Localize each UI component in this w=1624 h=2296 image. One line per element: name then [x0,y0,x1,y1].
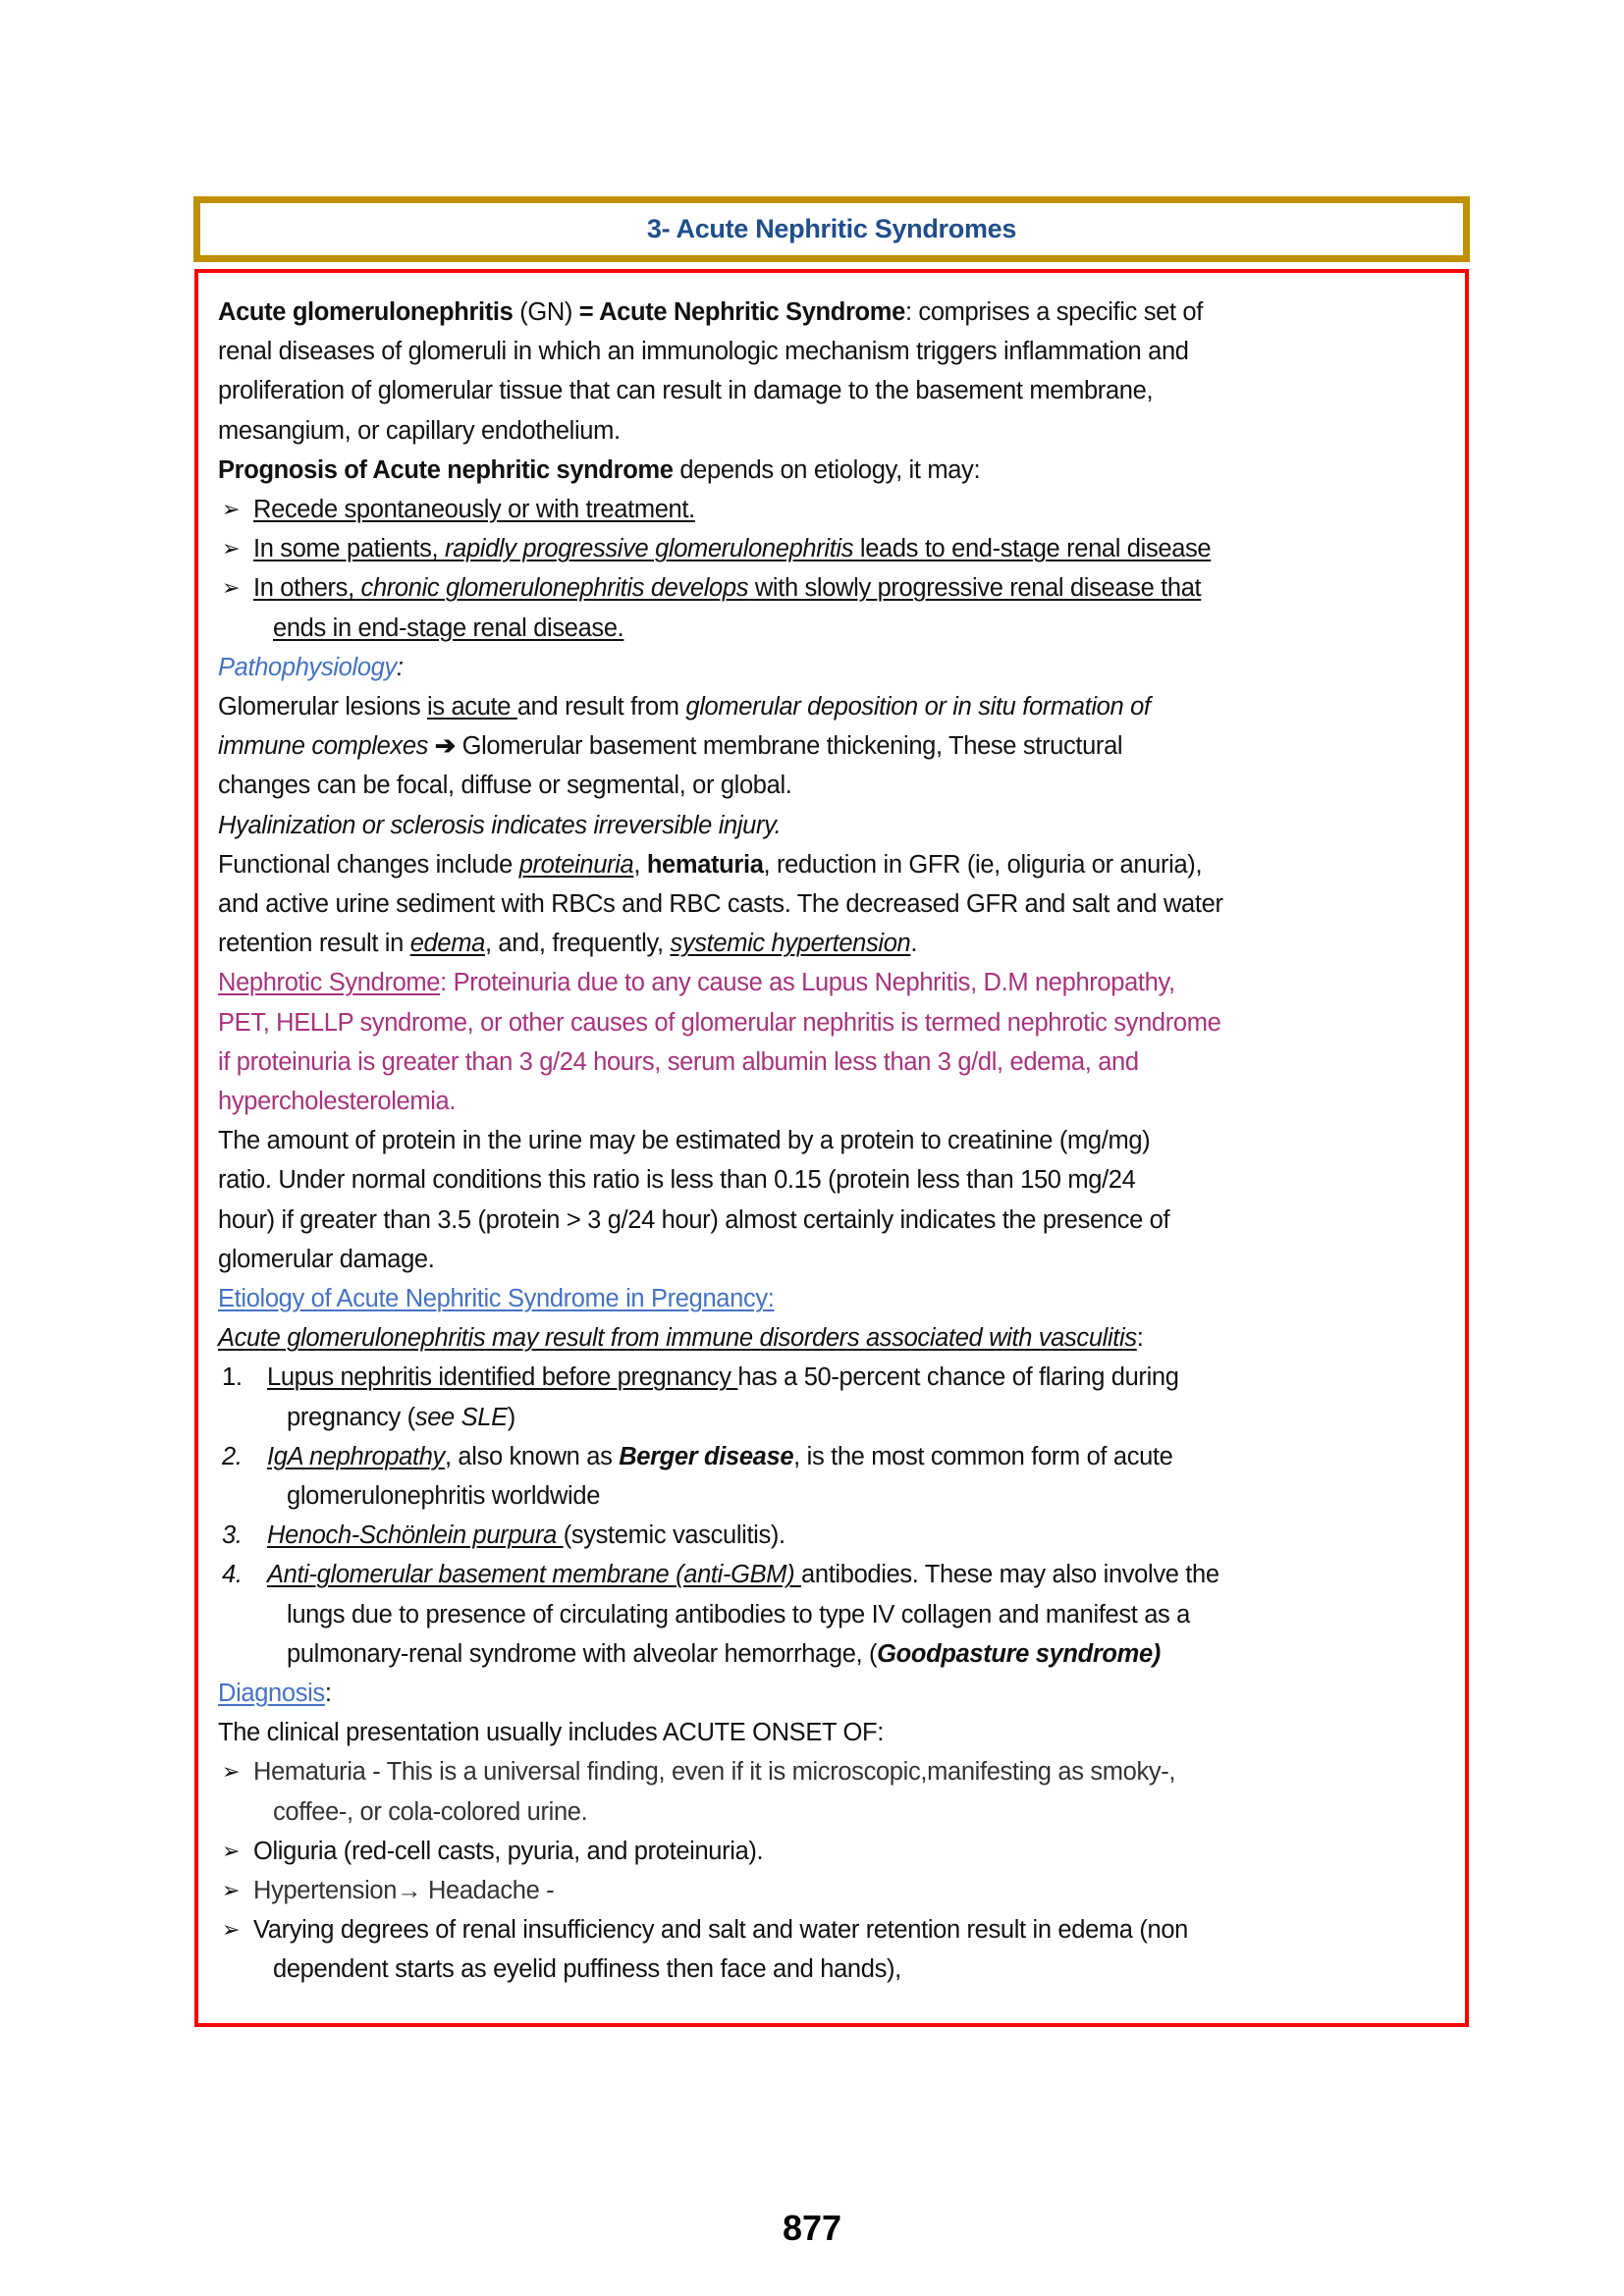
text-run: Goodpasture syndrome) [877,1639,1161,1668]
text-run: and result from [516,693,686,721]
line-text [218,1160,1135,1200]
line-text [267,1516,785,1555]
line-text [218,806,781,845]
page-number: 877 [782,2208,842,2248]
text-run: proteinuria [518,850,634,879]
line-text [273,1792,587,1832]
text-run: antibodies. These may also involve the [801,1561,1219,1589]
text-run: ➔ [434,732,456,761]
text-run: has a 50-percent chance of flaring during [737,1363,1179,1392]
text-run: , [633,850,647,879]
text-run: Recede spontaneously or with treatment. [253,496,695,523]
text-run: proliferation of glomerular tissue that can result in damage to the basement membrane, [218,377,1154,405]
line-text [287,1476,600,1516]
arrow-bullet-icon: ➢ [222,1838,241,1863]
text-run: In others, [253,574,361,603]
line-text [253,529,1211,568]
line-text [218,1121,1150,1160]
list-number: 4. [222,1561,243,1589]
text-run: Prognosis of Acute nephritic syndrome [218,455,674,484]
text-run: Lupus nephritis identified before pregnancy [267,1363,738,1392]
arrow-bullet-icon: ➢ [222,1878,241,1902]
arrow-bullet-icon: ➢ [222,1917,241,1943]
text-run: hour) if greater than 3.5 (protein > 3 g/24 hour) almost certainly indicates the presence of [218,1205,1170,1234]
line-text [218,1042,1139,1082]
text-run: dependent starts as eyelid puffiness then face and hands), [273,1955,901,1984]
line-text [218,687,1151,726]
text-run: Pathophysiology [218,653,397,681]
text-run: IgA nephropathy [267,1442,445,1470]
text-run: glomerular damage. [218,1245,435,1273]
text-run: chronic glomerulonephritis develops [360,574,749,603]
text-run: rapidly progressive glomerulonephritis [444,535,854,563]
line-text [253,568,1201,608]
text-run: and active urine sediment with RBCs and RBC casts. The decreased GFR and salt and water [218,890,1223,918]
text-run: → [397,1877,422,1904]
text-run: Hyalinization or sclerosis indicates irreversible injury. [218,811,782,839]
line-text [218,1003,1220,1042]
text-run: systemic hypertension [670,930,911,958]
line-text [287,1398,515,1437]
text-run: Hematuria - This is a universal finding, even if it is microscopic,manifesting as smoky-, [253,1758,1176,1787]
text-run: In some patients, [253,535,445,563]
line-text [218,1318,1143,1358]
section-title-box [193,196,1470,262]
line-text [218,1279,774,1318]
text-run: ratio. Under normal conditions this ratio is less than 0.15 (protein less than 150 mg/24 [218,1166,1136,1195]
text-run: : comprises a specific set of [904,298,1204,326]
text-run: The clinical presentation usually includes ACUTE ONSET OF: [218,1719,884,1747]
text-run: pregnancy ( [287,1403,415,1431]
text-run: Acute glomerulonephritis [218,298,514,326]
text-run: : [1136,1324,1144,1353]
text-run: hypercholesterolemia. [218,1088,457,1115]
arrow-bullet-icon: ➢ [222,1759,241,1785]
text-run: Nephrotic Syndrome [218,969,441,997]
text-run: changes can be focal, diffuse or segmental, or global. [218,772,792,800]
line-text [218,845,1202,884]
text-run: pulmonary-renal syndrome with alveolar hemorrhage, ( [287,1639,878,1668]
line-text [218,293,1203,332]
line-text [287,1595,1190,1634]
line-text [218,451,980,490]
arrow-bullet-icon: ➢ [222,575,241,601]
line-text [218,332,1189,371]
text-run: PET, HELLP syndrome, or other causes of glomerular nephritis is termed nephrotic syndrome [218,1008,1221,1037]
line-text [253,1832,763,1871]
line-text [267,1555,1219,1594]
text-run: Glomerular lesions [218,693,428,721]
line-text [253,1871,554,1910]
text-run: edema [409,930,485,958]
text-run: Functional changes include [218,850,519,879]
list-number: 2. [222,1442,243,1470]
text-run: Hypertension [253,1877,398,1904]
text-run: The amount of protein in the urine may be estimated by a protein to creatinine (mg/mg) [218,1127,1151,1155]
line-text [273,1949,901,1989]
line-text [218,963,1175,1002]
text-run: leads to end-stage renal disease [853,535,1212,563]
line-text [218,1082,456,1121]
arrow-bullet-icon: ➢ [222,497,241,521]
line-text [253,1910,1188,1949]
line-text [287,1634,1161,1674]
text-run: Diagnosis [218,1680,325,1707]
text-run: ends in end-stage renal disease. [273,614,624,642]
text-run: lungs due to presence of circulating antibodies to type IV collagen and manifest as a [287,1600,1191,1629]
line-text [218,726,1122,766]
text-run: see SLE [414,1403,508,1431]
text-run: (GN) [513,298,579,326]
line-text [267,1437,1173,1476]
line-text [218,924,917,963]
text-run: : [324,1680,332,1707]
line-text [218,1240,435,1279]
content-box [194,269,1469,2027]
text-run: : [396,653,404,681]
line-text [218,1674,332,1713]
text-run: coffee-, or cola-colored urine. [273,1797,588,1826]
text-run: is acute [427,693,517,721]
text-run: mesangium, or capillary endothelium. [218,416,621,445]
text-run: = Acute Nephritic Syndrome [578,298,905,326]
arrow-bullet-icon: ➢ [222,536,241,561]
line-text [218,648,404,687]
text-run: Oliguria (red-cell casts, pyuria, and proteinuria). [253,1837,764,1865]
text-run: , also known as [444,1442,620,1470]
line-text [218,371,1153,410]
text-run: if proteinuria is greater than 3 g/24 hours, serum albumin less than 3 g/dl, edema, and [218,1047,1139,1076]
text-run: Berger disease [619,1442,794,1470]
text-run: renal diseases of glomeruli in which an immunologic mechanism triggers inflammation and [218,338,1189,366]
line-text [218,766,792,805]
text-run: Headache - [421,1877,555,1904]
list-number: 1. [222,1363,243,1392]
line-text [218,1201,1169,1240]
text-run: depends on etiology, it may: [673,455,981,484]
line-text [253,490,695,529]
text-run: glomerulonephritis worldwide [287,1482,601,1510]
text-run: immune complexes [218,732,435,761]
text-run: with slowly progressive renal disease that [748,574,1202,603]
text-run: Anti-glomerular basement membrane (anti-GBM) [267,1561,802,1589]
text-run: Varying degrees of renal insufficiency and salt and water retention result in edema (non [253,1916,1188,1945]
line-text [218,411,621,451]
text-run: Glomerular basement membrane thickening, These structural [455,732,1123,761]
line-text [218,1713,884,1752]
text-run: , is the most common form of acute [793,1442,1173,1470]
list-number: 3. [222,1522,243,1550]
text-run: , reduction in GFR (ie, oliguria or anuria), [763,850,1203,879]
text-run: hematuria [646,850,764,879]
text-run: glomerular deposition or in situ formation of [685,693,1151,721]
text-run: (systemic vasculitis). [563,1522,785,1550]
line-text [218,884,1223,924]
text-run: , and, frequently, [484,930,671,958]
line-text [273,609,623,648]
section-title: 3- Acute Nephritic Syndromes [646,214,1017,243]
text-run: retention result in [218,930,410,958]
text-run: ) [507,1403,515,1431]
text-run: . [910,930,918,958]
text-run: Acute glomerulonephritis may result from immune disorders associated with vasculitis [218,1324,1137,1353]
text-run: Etiology of Acute Nephritic Syndrome in Pregnancy: [218,1285,775,1312]
line-text [253,1752,1175,1791]
text-run: : Proteinuria due to any cause as Lupus Nephritis, D.M nephropathy, [440,969,1175,997]
line-text [267,1358,1179,1397]
text-run: Henoch-Schönlein purpura [267,1522,564,1550]
